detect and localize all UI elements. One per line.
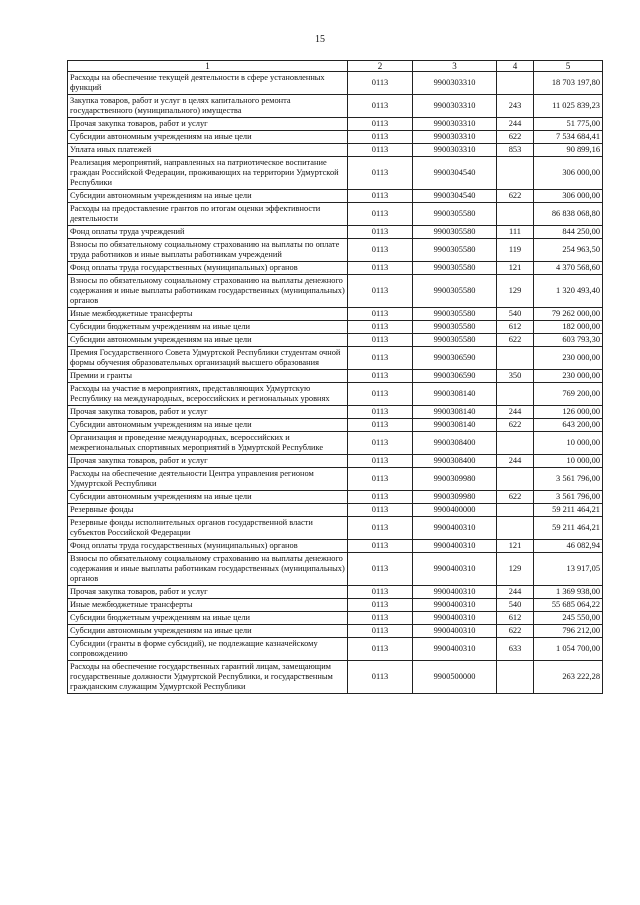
row-target-code: 9900400310 (413, 599, 497, 612)
row-expense-type: 622 (497, 491, 534, 504)
row-section-code: 0113 (348, 599, 413, 612)
row-target-code: 9900304540 (413, 190, 497, 203)
table-row (68, 455, 603, 468)
row-expense-type: 853 (497, 144, 534, 157)
table-row (68, 275, 603, 308)
row-expense-type: 129 (497, 275, 534, 308)
row-target-code: 9900303310 (413, 144, 497, 157)
table-row (68, 190, 603, 203)
row-section-code: 0113 (348, 491, 413, 504)
table-row (68, 262, 603, 275)
row-expense-type: 540 (497, 599, 534, 612)
table-row (68, 432, 603, 455)
table-row (68, 540, 603, 553)
row-name: Субсидии автономным учреждениям на иные цели (68, 625, 348, 638)
table-row (68, 131, 603, 144)
row-target-code: 9900308140 (413, 419, 497, 432)
row-name: Фонд оплаты труда государственных (муниципальных) органов (68, 262, 348, 275)
row-name: Прочая закупка товаров, работ и услуг (68, 406, 348, 419)
row-amount: 51 775,00 (534, 118, 603, 131)
row-expense-type: 111 (497, 226, 534, 239)
row-target-code: 9900305580 (413, 334, 497, 347)
row-target-code: 9900305580 (413, 226, 497, 239)
row-expense-type (497, 468, 534, 491)
table-row (68, 517, 603, 540)
row-expense-type: 622 (497, 419, 534, 432)
row-name: Расходы на обеспечение деятельности Центра управления регионом Удмуртской Республики (68, 468, 348, 491)
row-amount: 1 054 700,00 (534, 638, 603, 661)
row-amount: 59 211 464,21 (534, 504, 603, 517)
row-target-code: 9900305580 (413, 321, 497, 334)
header-row (68, 61, 603, 72)
row-expense-type: 350 (497, 370, 534, 383)
row-section-code: 0113 (348, 553, 413, 586)
table-row (68, 553, 603, 586)
row-name: Субсидии автономным учреждениям на иные цели (68, 419, 348, 432)
table-row (68, 347, 603, 370)
table-row (68, 118, 603, 131)
row-name: Субсидии бюджетным учреждениям на иные цели (68, 321, 348, 334)
row-section-code: 0113 (348, 504, 413, 517)
row-amount: 254 963,50 (534, 239, 603, 262)
row-section-code: 0113 (348, 118, 413, 131)
row-target-code: 9900305580 (413, 308, 497, 321)
row-name: Прочая закупка товаров, работ и услуг (68, 118, 348, 131)
row-expense-type (497, 504, 534, 517)
row-expense-type: 243 (497, 95, 534, 118)
row-name: Фонд оплаты труда учреждений (68, 226, 348, 239)
table-row (68, 370, 603, 383)
header-col-3: 3 (413, 61, 497, 72)
row-target-code: 9900303310 (413, 118, 497, 131)
row-section-code: 0113 (348, 226, 413, 239)
table-row (68, 586, 603, 599)
row-amount: 90 899,16 (534, 144, 603, 157)
row-expense-type: 244 (497, 406, 534, 419)
row-section-code: 0113 (348, 203, 413, 226)
row-target-code: 9900400310 (413, 586, 497, 599)
table-row (68, 157, 603, 190)
row-target-code: 9900305580 (413, 239, 497, 262)
row-name: Иные межбюджетные трансферты (68, 599, 348, 612)
row-target-code: 9900400310 (413, 638, 497, 661)
row-section-code: 0113 (348, 347, 413, 370)
row-target-code: 9900400000 (413, 504, 497, 517)
row-amount: 7 534 684,41 (534, 131, 603, 144)
row-name: Субсидии автономным учреждениям на иные цели (68, 190, 348, 203)
row-section-code: 0113 (348, 131, 413, 144)
row-expense-type: 622 (497, 625, 534, 638)
row-name: Иные межбюджетные трансферты (68, 308, 348, 321)
row-target-code: 9900304540 (413, 157, 497, 190)
row-expense-type: 119 (497, 239, 534, 262)
row-expense-type: 244 (497, 586, 534, 599)
row-section-code: 0113 (348, 517, 413, 540)
row-expense-type (497, 72, 534, 95)
row-section-code: 0113 (348, 383, 413, 406)
row-target-code: 9900500000 (413, 661, 497, 694)
table-row (68, 625, 603, 638)
row-section-code: 0113 (348, 612, 413, 625)
row-amount: 230 000,00 (534, 347, 603, 370)
row-section-code: 0113 (348, 95, 413, 118)
row-amount: 230 000,00 (534, 370, 603, 383)
row-target-code: 9900306590 (413, 370, 497, 383)
row-section-code: 0113 (348, 321, 413, 334)
row-amount: 796 212,00 (534, 625, 603, 638)
row-target-code: 9900308400 (413, 432, 497, 455)
table-row (68, 226, 603, 239)
row-section-code: 0113 (348, 72, 413, 95)
row-section-code: 0113 (348, 370, 413, 383)
row-target-code: 9900309980 (413, 491, 497, 504)
row-name: Организация и проведение международных, всероссийских и межрегиональных спортивных мероприятий в Удмуртской Республике (68, 432, 348, 455)
row-amount: 13 917,05 (534, 553, 603, 586)
header-col-1: 1 (68, 61, 348, 72)
row-amount: 1 320 493,40 (534, 275, 603, 308)
row-expense-type (497, 347, 534, 370)
row-name: Премии и гранты (68, 370, 348, 383)
table-row (68, 321, 603, 334)
row-name: Субсидии автономным учреждениям на иные цели (68, 491, 348, 504)
row-expense-type: 121 (497, 540, 534, 553)
row-section-code: 0113 (348, 625, 413, 638)
table-row (68, 638, 603, 661)
row-name: Уплата иных платежей (68, 144, 348, 157)
row-target-code: 9900309980 (413, 468, 497, 491)
row-expense-type: 633 (497, 638, 534, 661)
row-amount: 306 000,00 (534, 157, 603, 190)
row-target-code: 9900305580 (413, 275, 497, 308)
row-amount: 1 369 938,00 (534, 586, 603, 599)
table-row (68, 203, 603, 226)
row-expense-type: 129 (497, 553, 534, 586)
row-amount: 306 000,00 (534, 190, 603, 203)
table-row (68, 239, 603, 262)
row-expense-type: 612 (497, 612, 534, 625)
row-target-code: 9900308140 (413, 383, 497, 406)
row-target-code: 9900303310 (413, 131, 497, 144)
row-section-code: 0113 (348, 308, 413, 321)
row-name: Резервные фонды исполнительных органов государственной власти субъектов Российской Федерации (68, 517, 348, 540)
row-target-code: 9900308400 (413, 455, 497, 468)
header-col-4: 4 (497, 61, 534, 72)
row-section-code: 0113 (348, 638, 413, 661)
row-amount: 4 370 568,60 (534, 262, 603, 275)
row-name: Взносы по обязательному социальному страхованию на выплаты по оплате труда работников и иные выплаты работникам учреждений (68, 239, 348, 262)
table-row (68, 383, 603, 406)
row-amount: 3 561 796,00 (534, 491, 603, 504)
row-amount: 10 000,00 (534, 455, 603, 468)
row-name: Взносы по обязательному социальному страхованию на выплаты денежного содержания и иные выплаты работникам государственных (муниципальных) органов (68, 553, 348, 586)
row-section-code: 0113 (348, 262, 413, 275)
row-name: Субсидии бюджетным учреждениям на иные цели (68, 612, 348, 625)
row-amount: 11 025 839,23 (534, 95, 603, 118)
row-name: Расходы на обеспечение государственных гарантий лицам, замещающим государственные должности Удмуртской Республики, и государственным гражданским служащим Удмуртской Республики (68, 661, 348, 694)
table-row (68, 661, 603, 694)
row-name: Прочая закупка товаров, работ и услуг (68, 455, 348, 468)
row-name: Расходы на участие в мероприятиях, представляющих Удмуртскую Республику на международных, всероссийских и региональных уровнях (68, 383, 348, 406)
table-row (68, 419, 603, 432)
row-amount: 263 222,28 (534, 661, 603, 694)
row-name: Субсидии автономным учреждениям на иные цели (68, 334, 348, 347)
row-section-code: 0113 (348, 586, 413, 599)
row-section-code: 0113 (348, 468, 413, 491)
row-expense-type: 622 (497, 190, 534, 203)
row-target-code: 9900303310 (413, 72, 497, 95)
row-amount: 126 000,00 (534, 406, 603, 419)
budget-table (67, 60, 603, 694)
row-expense-type: 244 (497, 455, 534, 468)
row-section-code: 0113 (348, 419, 413, 432)
row-amount: 182 000,00 (534, 321, 603, 334)
row-target-code: 9900400310 (413, 612, 497, 625)
table-row (68, 308, 603, 321)
row-section-code: 0113 (348, 540, 413, 553)
table-row (68, 599, 603, 612)
table-row (68, 468, 603, 491)
row-amount: 46 082,94 (534, 540, 603, 553)
row-amount: 86 838 068,80 (534, 203, 603, 226)
row-target-code: 9900400310 (413, 540, 497, 553)
row-section-code: 0113 (348, 334, 413, 347)
row-name: Фонд оплаты труда государственных (муниципальных) органов (68, 540, 348, 553)
table-row (68, 334, 603, 347)
row-section-code: 0113 (348, 661, 413, 694)
row-name: Субсидии автономным учреждениям на иные цели (68, 131, 348, 144)
row-section-code: 0113 (348, 144, 413, 157)
row-expense-type: 622 (497, 131, 534, 144)
header-col-2: 2 (348, 61, 413, 72)
page-number: 15 (315, 34, 325, 45)
row-target-code: 9900400310 (413, 517, 497, 540)
row-amount: 3 561 796,00 (534, 468, 603, 491)
row-target-code: 9900305580 (413, 203, 497, 226)
row-target-code: 9900400310 (413, 553, 497, 586)
row-section-code: 0113 (348, 157, 413, 190)
row-amount: 79 262 000,00 (534, 308, 603, 321)
row-expense-type (497, 157, 534, 190)
table-row (68, 144, 603, 157)
row-amount: 769 200,00 (534, 383, 603, 406)
row-amount: 10 000,00 (534, 432, 603, 455)
row-name: Субсидии (гранты в форме субсидий), не подлежащие казначейскому сопровождению (68, 638, 348, 661)
row-expense-type: 244 (497, 118, 534, 131)
row-name: Взносы по обязательному социальному страхованию на выплаты денежного содержания и иные выплаты работникам государственных (муниципальных) органов (68, 275, 348, 308)
row-expense-type: 121 (497, 262, 534, 275)
row-section-code: 0113 (348, 239, 413, 262)
row-target-code: 9900306590 (413, 347, 497, 370)
row-name: Реализация мероприятий, направленных на патриотическое воспитание граждан Российской Федерации, проживающих на территории Удмуртской Республики (68, 157, 348, 190)
table-row (68, 612, 603, 625)
row-expense-type: 540 (497, 308, 534, 321)
row-name: Резервные фонды (68, 504, 348, 517)
row-expense-type (497, 203, 534, 226)
row-section-code: 0113 (348, 275, 413, 308)
row-name: Расходы на обеспечение текущей деятельности в сфере установленных функций (68, 72, 348, 95)
row-target-code: 9900305580 (413, 262, 497, 275)
row-target-code: 9900308140 (413, 406, 497, 419)
row-amount: 59 211 464,21 (534, 517, 603, 540)
header-col-5: 5 (534, 61, 603, 72)
row-name: Закупка товаров, работ и услуг в целях капитального ремонта государственного (муниципального) имущества (68, 95, 348, 118)
row-amount: 55 685 064,22 (534, 599, 603, 612)
row-section-code: 0113 (348, 432, 413, 455)
row-amount: 603 793,30 (534, 334, 603, 347)
row-section-code: 0113 (348, 190, 413, 203)
row-amount: 245 550,00 (534, 612, 603, 625)
row-expense-type: 612 (497, 321, 534, 334)
row-expense-type (497, 432, 534, 455)
row-name: Прочая закупка товаров, работ и услуг (68, 586, 348, 599)
row-expense-type: 622 (497, 334, 534, 347)
row-target-code: 9900400310 (413, 625, 497, 638)
row-amount: 844 250,00 (534, 226, 603, 239)
row-name: Расходы на предоставление грантов по итогам оценки эффективности деятельности (68, 203, 348, 226)
row-amount: 18 703 197,80 (534, 72, 603, 95)
row-expense-type (497, 661, 534, 694)
row-expense-type (497, 383, 534, 406)
table-row (68, 504, 603, 517)
row-amount: 643 200,00 (534, 419, 603, 432)
table-row (68, 95, 603, 118)
row-expense-type (497, 517, 534, 540)
row-target-code: 9900303310 (413, 95, 497, 118)
table-row (68, 406, 603, 419)
row-name: Премия Государственного Совета Удмуртской Республики студентам очной формы обучения образовательных организаций высшего образования (68, 347, 348, 370)
table-row (68, 72, 603, 95)
row-section-code: 0113 (348, 406, 413, 419)
row-section-code: 0113 (348, 455, 413, 468)
table-row (68, 491, 603, 504)
